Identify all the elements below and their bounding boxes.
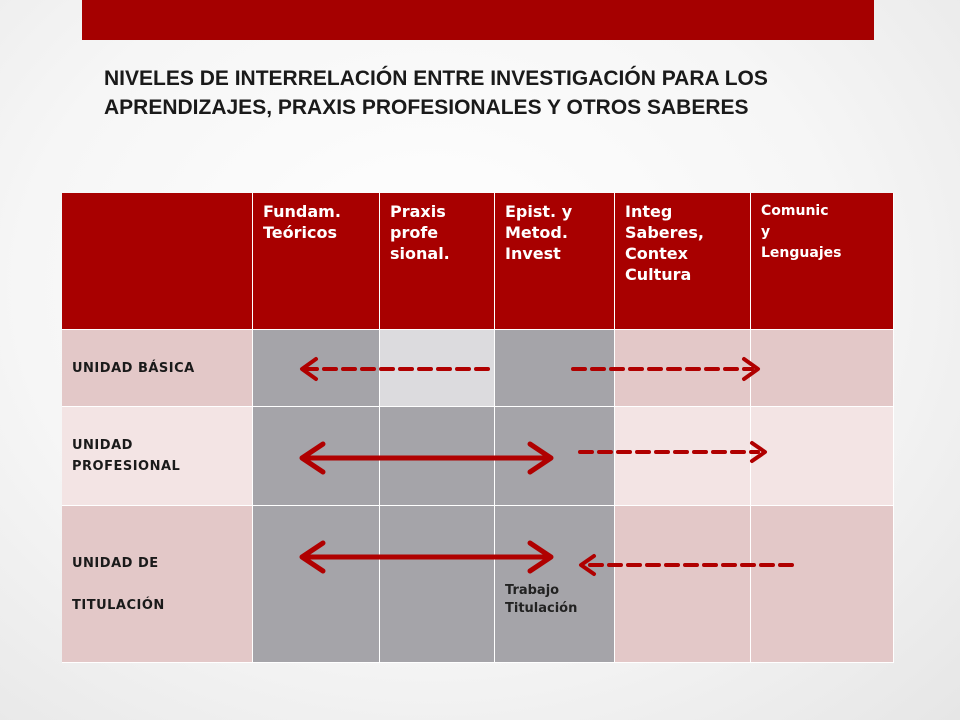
header-fundamentos-label: Fundam. Teóricos — [263, 202, 341, 242]
slide-title: NIVELES DE INTERRELACIÓN ENTRE INVESTIGACIÓN PARA LOS APRENDIZAJES, PRAXIS PROFESIONALES Y OTROS SABERES — [104, 67, 768, 119]
top-banner — [82, 0, 874, 40]
cell-titulacion-5 — [751, 506, 894, 663]
cell-basica-1 — [253, 330, 380, 407]
cell-profesional-5 — [751, 407, 894, 506]
header-comunicacion — [751, 193, 894, 330]
header-epistemologia-label: Epist. y Metod. Invest — [505, 202, 573, 263]
cell-basica-4 — [615, 330, 751, 407]
cell-titulacion-2 — [380, 506, 495, 663]
cell-titulacion-4 — [615, 506, 751, 663]
cell-basica-3 — [495, 330, 615, 407]
row-label-titulacion: UNIDAD DE TITULACIÓN — [62, 506, 253, 663]
cell-profesional-3 — [495, 407, 615, 506]
header-praxis — [380, 193, 495, 330]
trabajo-titulacion-note: Trabajo Titulación — [505, 583, 578, 616]
cell-profesional-1 — [253, 407, 380, 506]
header-fundamentos — [253, 193, 380, 330]
cell-profesional-2 — [380, 407, 495, 506]
header-corner — [62, 193, 253, 330]
row-label-basica: UNIDAD BÁSICA — [62, 330, 253, 407]
cell-profesional-4 — [615, 407, 751, 506]
header-epistemologia — [495, 193, 615, 330]
interrelation-table — [62, 193, 894, 663]
cell-titulacion-1 — [253, 506, 380, 663]
header-integracion — [615, 193, 751, 330]
cell-titulacion-3 — [495, 506, 615, 663]
header-praxis-label: Praxis profe sional. — [390, 202, 450, 263]
cell-basica-5 — [751, 330, 894, 407]
cell-basica-2 — [380, 330, 495, 407]
header-integracion-label: Integ Saberes, Contex Cultura — [625, 202, 704, 284]
header-comunicacion-label: Comunic y Lenguajes — [761, 203, 842, 261]
row-label-profesional: UNIDAD PROFESIONAL — [62, 407, 253, 506]
